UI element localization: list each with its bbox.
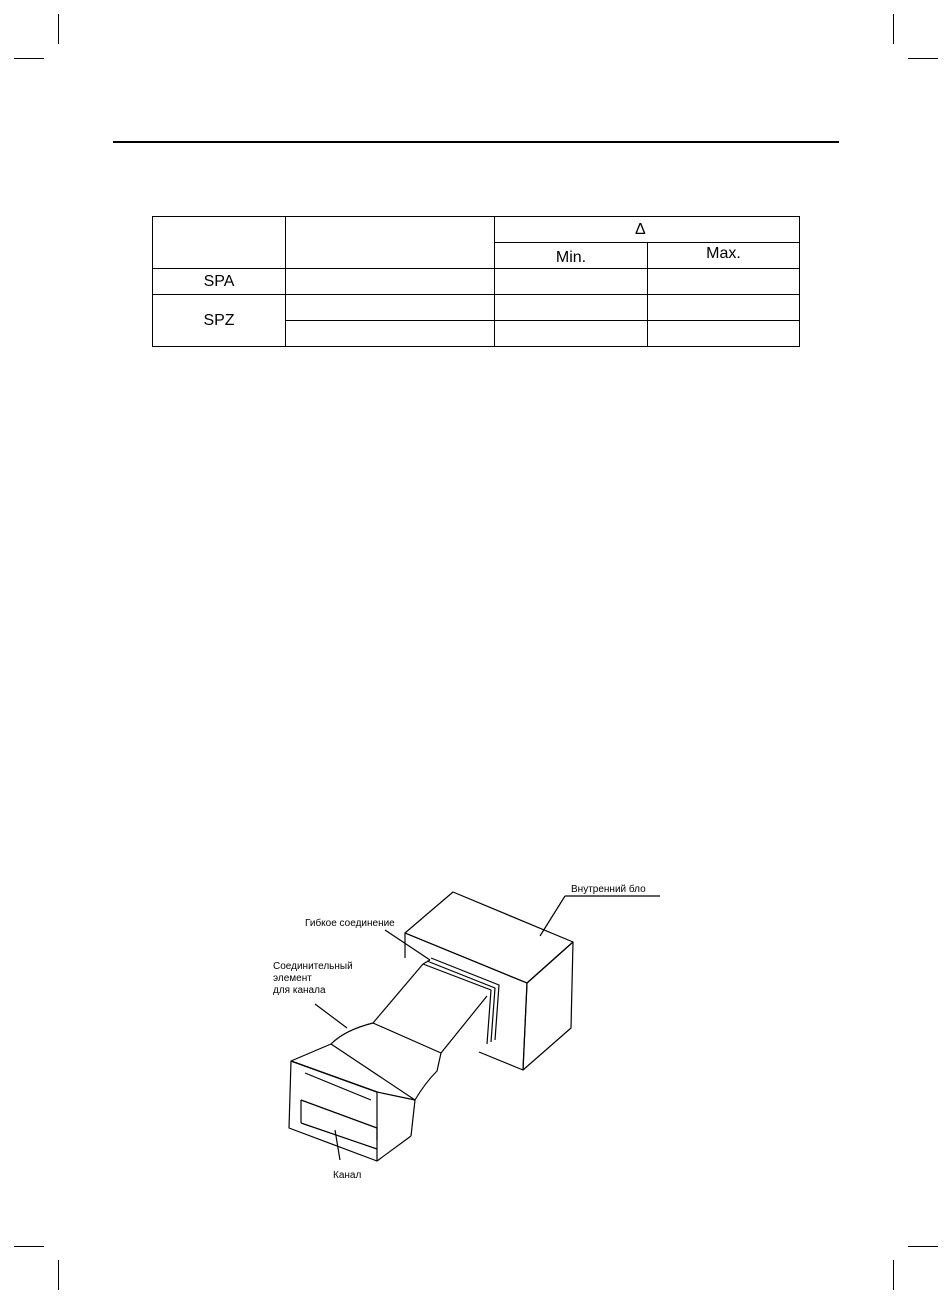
duct-installation-figure: [265, 878, 660, 1192]
table-cell: [648, 295, 800, 321]
indoor-unit-side: [523, 942, 573, 1070]
crop-mark: [908, 58, 938, 59]
header-rule: [113, 141, 839, 143]
label-connector-line: Соединительный: [273, 961, 353, 972]
table-cell: [286, 321, 495, 347]
leader-line: [315, 1004, 347, 1028]
delta-header-cell: [495, 217, 800, 243]
model-cell: SPA: [153, 269, 286, 295]
min-header: Min.: [495, 243, 648, 269]
crop-mark: [908, 1246, 938, 1247]
header-cell: [153, 217, 286, 269]
table-cell: [495, 269, 648, 295]
max-header: Max.: [648, 243, 800, 269]
table-cell: [286, 295, 495, 321]
transition-left: [291, 1023, 373, 1061]
label-indoor-unit: Внутренний бло: [571, 884, 646, 895]
table-header-row: [153, 217, 800, 243]
transition-top: [373, 964, 487, 1053]
crop-mark: [14, 58, 44, 59]
label-connector-line: для канала: [273, 985, 326, 996]
duct-inner: [301, 1100, 377, 1149]
delta-label: Δ: [635, 220, 646, 238]
transition-side: [411, 1053, 441, 1136]
table-cell: [648, 321, 800, 347]
crop-mark: [893, 1260, 894, 1290]
leader-line: [540, 896, 565, 936]
indoor-unit-front: [405, 933, 527, 1070]
transition-edge: [331, 1044, 415, 1100]
flex-joint: [427, 961, 495, 1042]
duct-bottom-edge: [377, 1136, 411, 1161]
label-flexible-connection: Гибкое соединение: [305, 918, 395, 929]
crop-mark: [14, 1246, 44, 1247]
table-cell: [648, 269, 800, 295]
label-connector-line: элемент: [273, 973, 312, 984]
label-duct: Канал: [333, 1170, 362, 1181]
table-cell: [495, 295, 648, 321]
spec-table: [152, 216, 800, 347]
indoor-unit-top: [405, 892, 573, 983]
table-cell: [286, 269, 495, 295]
table-cell: [495, 321, 648, 347]
duct-top-edge: [291, 1061, 415, 1100]
crop-mark: [58, 14, 59, 44]
crop-mark: [58, 1260, 59, 1290]
table-row: [153, 295, 800, 321]
table-row: [153, 269, 800, 295]
model-cell: SPZ: [153, 295, 286, 347]
header-cell: [286, 217, 495, 269]
crop-mark: [893, 14, 894, 44]
